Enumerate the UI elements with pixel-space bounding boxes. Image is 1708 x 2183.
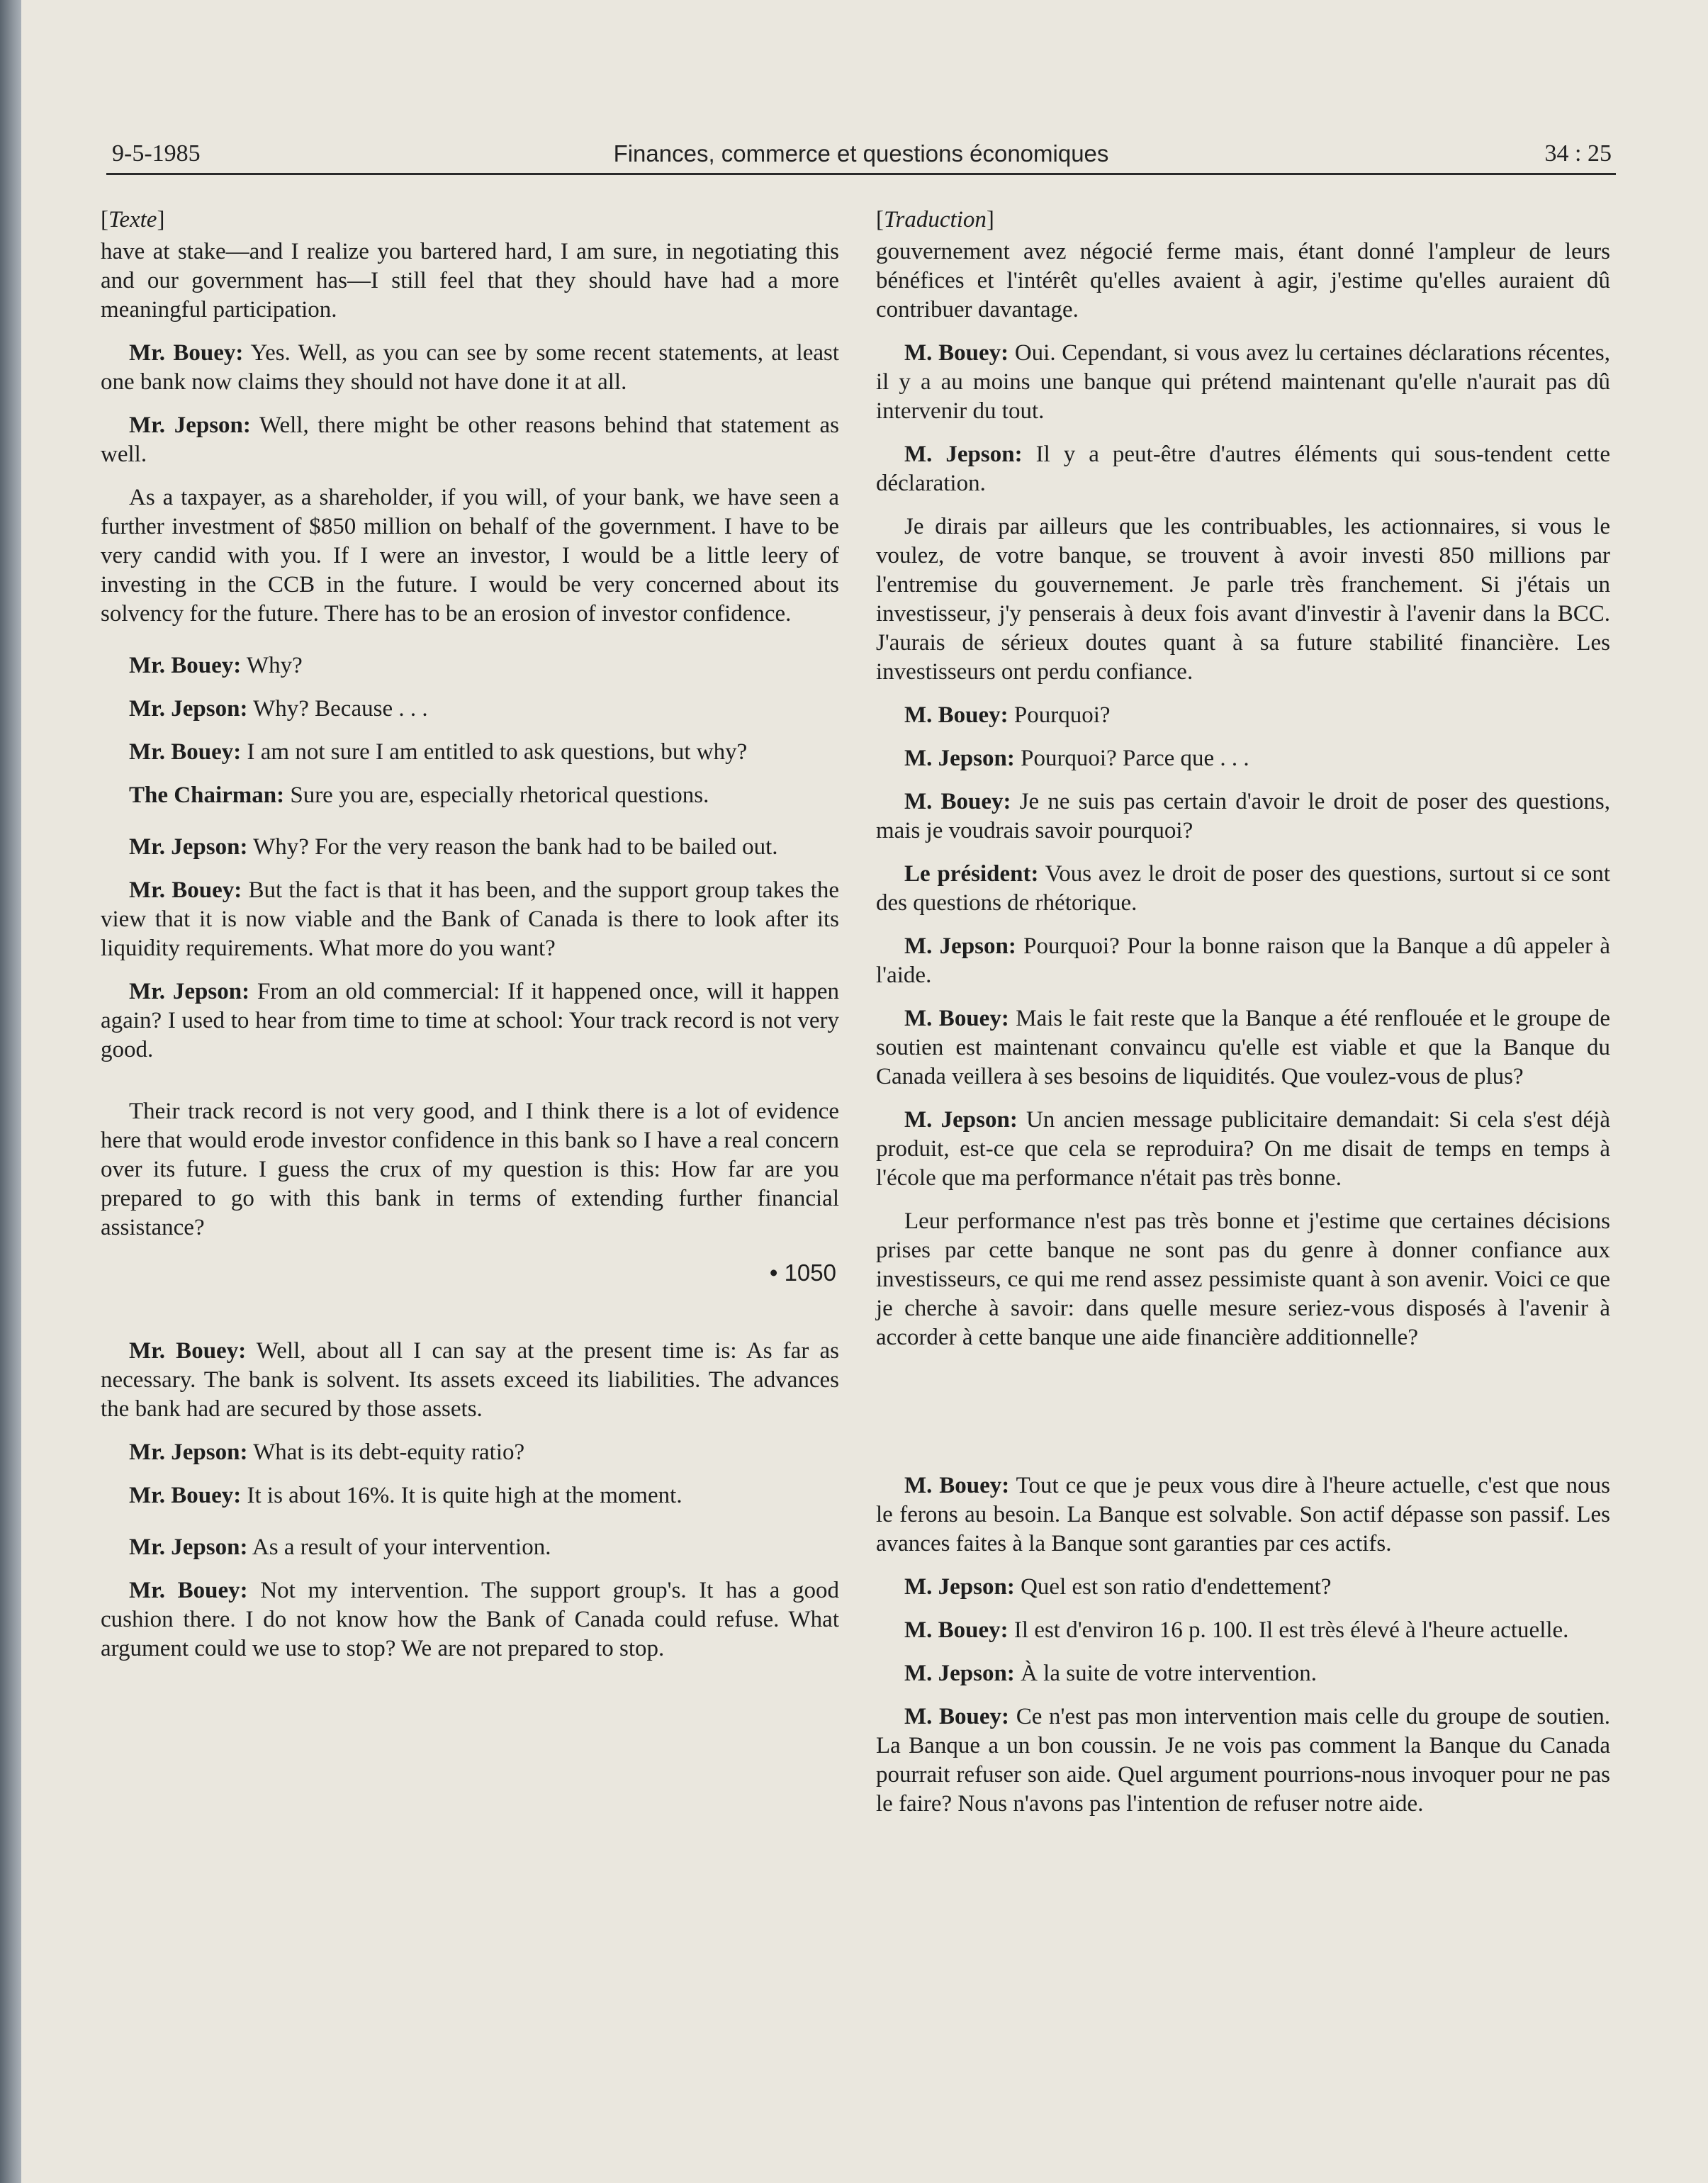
column-tag: [Traduction] (876, 207, 994, 232)
speech: Mr. Bouey: Why? (129, 653, 303, 678)
paragraph: Leur performance n'est pas très bonne et j'estime que certaines décisions prises par cette banque ne sont pas du genre à donner confiance aux investisseurs, ce qui me rend assez pessimiste quant à son avenir. Voici ce que je cherche à savoir: dans quelle mesure seriez-vous disposés à l'avenir à accorder à cette banque une aide financière additionnelle? (876, 1208, 1610, 1350)
speech: The Chairman: Sure you are, especially rhetorical questions. (129, 782, 709, 808)
speech: M. Jepson: Quel est son ratio d'endettement? (904, 1574, 1332, 1600)
speaker: Mr. Bouey: (129, 653, 242, 678)
speaker: Mr. Bouey: (129, 340, 244, 366)
speaker: Mr. Bouey: (129, 1338, 247, 1364)
header-date: 9-5-1985 (112, 140, 201, 167)
speech: Mr. Jepson: As a result of your intervention. (129, 1534, 551, 1560)
speech: Mr. Bouey: Yes. Well, as you can see by some recent statements, at least one bank now claims they should not have done it at all. (101, 340, 840, 395)
speaker: M. Bouey: (904, 340, 1009, 366)
speech: M. Jepson: Un ancien message publicitaire demandait: Si cela s'est déjà produit, est-ce que cela se reproduira? On me disait de temps en temps à l'école que ma performance n'était pas très bonne. (876, 1107, 1610, 1191)
speaker: M. Bouey: (904, 1617, 1008, 1643)
speaker: Mr. Jepson: (129, 979, 250, 1004)
speaker: M. Bouey: (904, 1704, 1010, 1729)
speaker: M. Bouey: (904, 1473, 1010, 1498)
speech: Mr. Jepson: Why? Because . . . (129, 696, 428, 722)
speaker: Mr. Bouey: (129, 877, 242, 903)
speaker: M. Jepson: (904, 746, 1015, 771)
english-column (101, 206, 839, 1678)
french-column (876, 206, 1610, 1833)
speaker: Mr. Bouey: (129, 1578, 248, 1603)
speaker: M. Bouey: (904, 789, 1011, 814)
paragraph: gouvernement avez négocié ferme mais, étant donné l'ampleur de leurs bénéfices et l'intérêt qu'elles avaient à agir, j'estime qu'elles auraient dû contribuer davantage. (876, 239, 1610, 322)
paragraph: As a taxpayer, as a shareholder, if you will, of your bank, we have seen a further investment of $850 million on behalf of the government. I have to be very candid with you. If I were an investor, I would be a little leery of investing in the CCB in the future. I would be very concerned about its solvency for the future. There has to be an erosion of investor confidence. (101, 485, 839, 627)
header-page-number: 34 : 25 (1544, 140, 1612, 167)
speaker: Mr. Jepson: (129, 1534, 248, 1560)
speech: M. Bouey: Ce n'est pas mon intervention mais celle du groupe de soutien. La Banque a un bon coussin. Je ne vois pas comment la Banque du Canada pourrait refuser son aide. Quel argument pourrions-nous invoquer pour ne pas le faire? Nous n'avons pas l'intention de refuser notre aide. (876, 1704, 1611, 1817)
book-binding (0, 0, 21, 2183)
paragraph: Their track record is not very good, and I think there is a lot of evidence here that would erode investor confidence in this bank so I have a real concern over its future. I guess the crux of my question is this: How far are you prepared to go with this bank in terms of extending further financial assistance? (101, 1099, 839, 1240)
speaker: M. Jepson: (904, 1661, 1015, 1686)
speech: M. Bouey: Mais le fait reste que la Banque a été renflouée et le groupe de soutien est maintenant convaincu qu'elle est viable et que la Banque du Canada veillera à ses besoins de liquidités. Que voulez-vous de plus? (876, 1006, 1611, 1089)
speech: Mr. Jepson: Why? For the very reason the bank had to be bailed out. (129, 834, 778, 860)
speech: M. Jepson: Pourquoi? Parce que . . . (904, 746, 1249, 771)
speech: M. Jepson: À la suite de votre intervention. (904, 1661, 1317, 1686)
speaker: Mr. Jepson: (129, 696, 248, 722)
speech: Mr. Bouey: I am not sure I am entitled to ask questions, but why? (129, 739, 748, 765)
speech: M. Bouey: Tout ce que je peux vous dire à l'heure actuelle, c'est que nous le ferons au besoin. La Banque est solvable. Son actif dépasse son passif. Les avances faites à la Banque sont garanties par ces actifs. (876, 1473, 1610, 1556)
page-header (106, 133, 1616, 175)
speech: M. Bouey: Pourquoi? (904, 702, 1111, 728)
speech: Mr. Bouey: It is about 16%. It is quite high at the moment. (129, 1483, 682, 1508)
speaker: M. Jepson: (904, 1574, 1015, 1600)
speaker: Le président: (904, 861, 1039, 887)
speaker: M. Bouey: (904, 1006, 1009, 1031)
speaker: Mr. Bouey: (129, 1483, 242, 1508)
speaker: M. Jepson: (904, 442, 1023, 467)
speech: M. Bouey: Oui. Cependant, si vous avez lu certaines déclarations récentes, il y a au moins une banque qui prétend maintenant qu'elle n'aurait pas dû intervenir du tout. (876, 340, 1611, 424)
speech: Le président: Vous avez le droit de poser des questions, surtout si ce sont des questions de rhétorique. (876, 861, 1610, 916)
speaker: M. Jepson: (904, 1107, 1018, 1133)
paragraph: have at stake—and I realize you bartered hard, I am sure, in negotiating this and our government has—I still feel that they should have had a more meaningful participation. (101, 239, 839, 322)
speaker: Mr. Bouey: (129, 739, 242, 765)
speaker: Mr. Jepson: (129, 834, 248, 860)
speech: M. Bouey: Je ne suis pas certain d'avoir le droit de poser des questions, mais je voudrais savoir pourquoi? (876, 789, 1611, 843)
speech: M. Bouey: Il est d'environ 16 p. 100. Il est très élevé à l'heure actuelle. (904, 1617, 1569, 1643)
speech: Mr. Jepson: From an old commercial: If it happened once, will it happen again? I used to hear from time to time at school: Your track record is not very good. (101, 979, 840, 1062)
paragraph: Je dirais par ailleurs que les contribuables, les actionnaires, si vous le voulez, de votre banque, se trouvent à avoir investi 850 millions par l'entremise du gouvernement. Je parle très franchement. Si j'étais un investisseur, j'y penserais à deux fois avant d'investir à l'avenir dans la BCC. J'aurais de sérieux doutes quant à sa future stabilité financière. Les investisseurs ont perdu confiance. (876, 514, 1610, 685)
column-tag: [Texte] (101, 207, 165, 232)
speech: Mr. Bouey: Not my intervention. The support group's. It has a good cushion there. I do not know how the Bank of Canada could refuse. What argument could we use to stop? We are not prepared to stop. (101, 1578, 840, 1661)
speech: Mr. Bouey: Well, about all I can say at the present time is: As far as necessary. The bank is solvent. Its assets exceed its liabilities. The advances the bank had are secured by those assets. (101, 1338, 839, 1422)
header-title: Finances, commerce et questions économiques (613, 140, 1109, 167)
speech: M. Jepson: Pourquoi? Pour la bonne raison que la Banque a dû appeler à l'aide. (876, 933, 1610, 988)
speaker: Mr. Jepson: (129, 413, 251, 438)
speaker: Mr. Jepson: (129, 1440, 248, 1465)
speaker: The Chairman: (129, 782, 285, 808)
speech: M. Jepson: Il y a peut-être d'autres éléments qui sous-tendent cette déclaration. (876, 442, 1610, 496)
speech: Mr. Bouey: But the fact is that it has been, and the support group takes the view that it is now viable and the Bank of Canada is there to look after its liquidity requirements. What more do you want? (101, 877, 840, 961)
time-marker: • 1050 (769, 1259, 836, 1286)
speaker: M. Bouey: (904, 702, 1008, 728)
speaker: M. Jepson: (904, 933, 1016, 959)
speech: Mr. Jepson: What is its debt-equity ratio? (129, 1440, 525, 1465)
speech: Mr. Jepson: Well, there might be other reasons behind that statement as well. (101, 413, 839, 467)
